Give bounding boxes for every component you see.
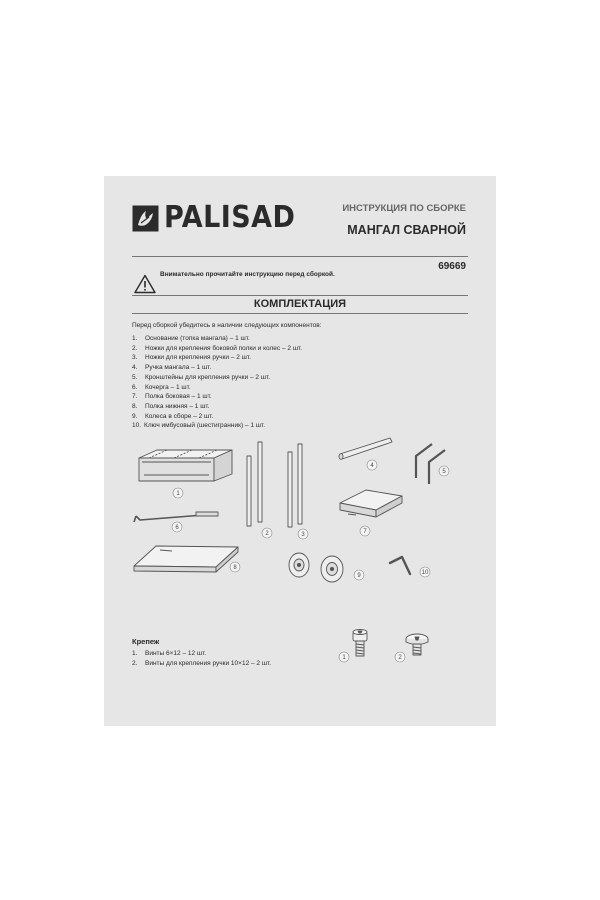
callout-7: 7 [363,529,367,535]
firebox-drawing [139,450,232,481]
callout-2: 2 [265,531,269,537]
list-item: 1. Винты 6×12 – 12 шт. [132,650,207,657]
fasteners-title: Крепеж [132,637,160,646]
wheels-drawing [289,553,343,582]
handle-legs-drawing [288,444,302,527]
list-item: 9. Колеса в сборе – 2 шт. [132,412,214,420]
callout-5: 5 [442,469,446,475]
callout-1: 1 [176,491,180,497]
components-illustration [104,176,496,726]
article-number: 69669 [438,261,466,272]
list-item: 2. Ножки для крепления боковой полки и колес – 2 шт. [132,344,303,352]
poker-drawing [134,512,218,522]
callout-3: 3 [301,532,305,538]
socket-screw-drawing [353,630,367,657]
side-shelf-drawing [340,490,402,517]
list-item: 2. Винты для крепления ручки 10×12 – 2 шт. [132,659,272,667]
warning-text: Внимательно прочитайте инструкцию перед сборкой. [160,271,335,278]
list-item: 4. Ручка мангала – 1 шт. [132,364,212,372]
fastener-callout-2: 2 [398,655,402,661]
header-subtitle: ИНСТРУКЦИЯ ПО СБОРКЕ [342,203,466,214]
brand-name: PALISAD [164,200,296,235]
callout-6: 6 [175,525,179,531]
fasteners-list [132,649,271,668]
section-intro: Перед сборкой убедитесь в наличии следующих компонентов: [132,322,322,329]
hex-key-drawing [390,557,410,574]
callout-4: 4 [370,463,374,469]
fastener-callout-1: 1 [342,655,346,661]
list-item: 3. Ножки для крепления ручки – 2 шт. [132,354,251,362]
instruction-sheet [104,176,496,726]
list-item: 7. Полка боковая – 1 шт. [132,393,212,401]
handle-drawing [339,438,392,459]
section-title: КОМПЛЕКТАЦИЯ [253,298,347,310]
button-screw-drawing [406,634,428,655]
list-item: 8. Полка нижняя – 1 шт. [132,402,210,410]
callout-9: 9 [357,573,361,579]
side-legs-drawing [247,442,262,526]
list-item: 5. Кронштейны для крепления ручки – 2 шт. [132,373,271,381]
bottom-shelf-drawing [134,546,238,572]
brackets-drawing [416,444,445,484]
callout-8: 8 [233,565,237,571]
header-title: МАНГАЛ СВАРНОЙ [347,223,466,237]
callout-10: 10 [421,570,429,576]
list-item: 1. Основание (топка мангала) – 1 шт. [132,335,250,342]
list-item: 6. Кочерга – 1 шт. [132,383,191,391]
list-item: 10. Ключ имбусовый (шестигранник) – 1 шт. [132,422,266,430]
